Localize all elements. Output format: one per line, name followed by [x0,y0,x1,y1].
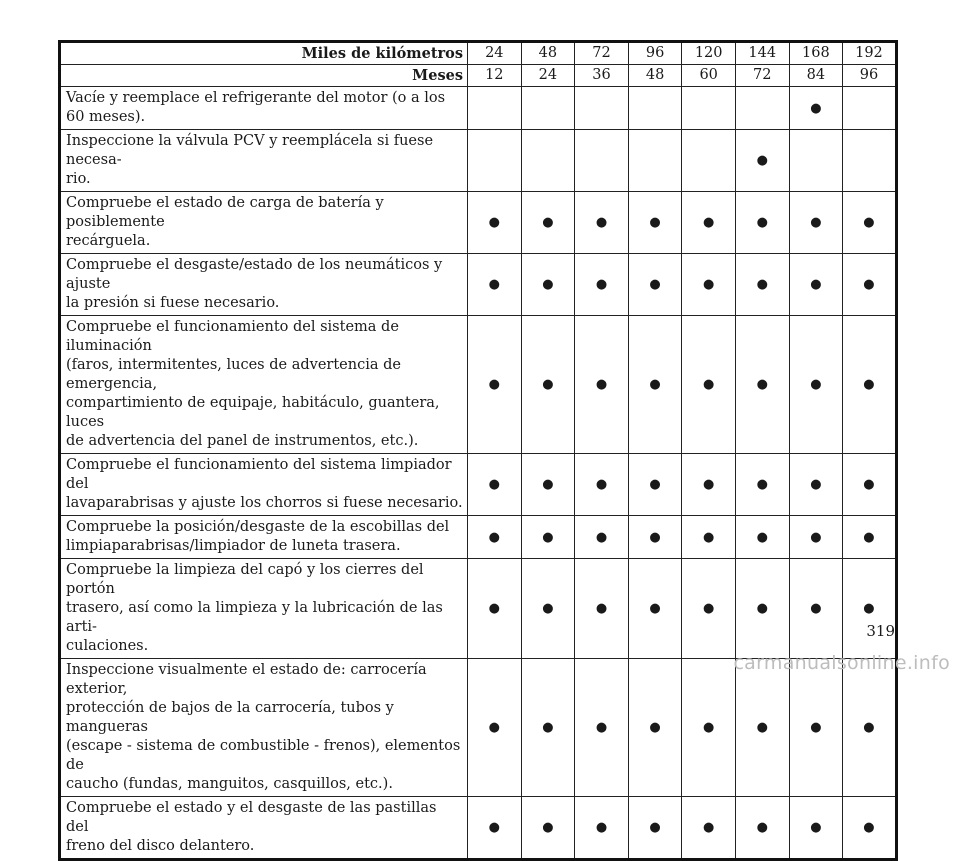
bullet-icon: ● [649,601,661,616]
table-row [60,87,897,130]
bullet-icon: ● [488,477,500,492]
interval-cell [843,87,897,130]
interval-cell [789,454,843,516]
bullet-icon: ● [542,477,554,492]
bullet-icon: ● [595,477,608,492]
task-description-line: Compruebe el funcionamiento del sistema de iluminación [66,319,399,354]
interval-cell [789,797,843,860]
interval-cell [843,559,897,659]
bullet-icon: ● [863,529,875,545]
bullet-icon: ● [756,477,768,492]
bullet-icon: ● [863,720,875,735]
bullet-icon: ● [595,277,608,292]
task-description [60,130,468,192]
bullet-icon: ● [649,820,661,835]
interval-cell [575,659,629,797]
interval-cell [575,192,629,254]
bullet-icon: ● [810,720,822,735]
interval-cell [789,516,843,559]
bullet-icon: ● [863,377,875,392]
interval-cell [628,130,682,192]
months-value: 72 [735,65,789,87]
bullet-icon: ● [488,277,500,292]
task-description-line: Inspeccione la válvula PCV y reemplácela si fuese necesa- [66,133,434,168]
table-row [60,559,897,659]
table-row [60,130,897,192]
interval-cell [575,316,629,454]
interval-cell [628,797,682,860]
interval-cell [735,87,789,130]
interval-cell [789,254,843,316]
interval-cell [682,797,736,860]
interval-cell [843,130,897,192]
maintenance-schedule-table [58,40,898,861]
interval-cell [468,516,522,559]
interval-cell [682,254,736,316]
interval-cell [575,87,629,130]
bullet-icon: ● [756,153,768,168]
interval-cell [735,516,789,559]
bullet-icon: ● [810,377,822,392]
bullet-icon: ● [542,601,554,616]
task-description-line: la presión si fuese necesario. [66,295,280,311]
interval-cell [843,192,897,254]
bullet-icon: ● [756,377,768,392]
bullet-icon: ● [703,529,715,545]
task-description-line: protección de bajos de la carrocería, tubos y mangueras [66,700,394,735]
interval-cell [521,659,575,797]
bullet-icon: ● [703,601,715,616]
bullet-icon: ● [756,820,768,835]
interval-cell [575,130,629,192]
task-description-line: Compruebe el estado y el desgaste de las pastillas del [66,800,437,835]
interval-cell [575,454,629,516]
interval-cell [843,254,897,316]
bullet-icon: ● [703,820,715,835]
bullet-icon: ● [863,601,875,616]
bullet-icon: ● [595,820,608,835]
bullet-icon: ● [810,277,822,292]
bullet-icon: ● [595,720,608,735]
bullet-icon: ● [595,215,608,230]
interval-cell [843,516,897,559]
task-description-line: Compruebe el estado de carga de batería y posiblemente [66,195,384,230]
task-description-line: lavaparabrisas y ajuste los chorros si fuese necesario. [66,495,463,511]
bullet-icon: ● [863,477,875,492]
bullet-icon: ● [595,601,608,616]
bullet-icon: ● [542,377,554,392]
bullet-icon: ● [649,377,661,392]
schedule-body [60,42,897,860]
table-row [60,797,897,860]
interval-cell [468,454,522,516]
task-description-line: (escape - sistema de combustible - frenos), elementos de [66,738,461,773]
table-row [60,516,897,559]
task-description [60,659,468,797]
kilometers-value: 120 [682,42,736,65]
interval-cell [735,130,789,192]
interval-cell [682,454,736,516]
interval-cell [682,659,736,797]
interval-cell [735,254,789,316]
months-value: 24 [521,65,575,87]
interval-cell [468,192,522,254]
interval-cell [575,559,629,659]
bullet-icon: ● [488,377,500,392]
interval-cell [521,87,575,130]
bullet-icon: ● [595,377,608,392]
interval-cell [843,316,897,454]
task-description [60,254,468,316]
bullet-icon: ● [756,720,768,735]
task-description [60,454,468,516]
task-description-line: limpiaparabrisas/limpiador de luneta trasera. [66,538,401,554]
months-value: 60 [682,65,736,87]
interval-cell [735,192,789,254]
bullet-icon: ● [756,277,768,292]
bullet-icon: ● [810,601,822,616]
task-description-line: Compruebe la posición/desgaste de la escobillas del [66,519,450,535]
interval-cell [682,130,736,192]
bullet-icon: ● [810,820,822,835]
interval-cell [628,192,682,254]
bullet-icon: ● [649,477,661,492]
months-value: 84 [789,65,843,87]
task-description-line: Compruebe el funcionamiento del sistema limpiador del [66,457,452,492]
interval-cell [521,130,575,192]
header-row-months [60,65,897,87]
task-description-line: recárguela. [66,233,151,249]
interval-cell [521,316,575,454]
months-value: 36 [575,65,629,87]
interval-cell [521,454,575,516]
months-value: 96 [843,65,897,87]
task-description-line: Inspeccione visualmente el estado de: carrocería exterior, [66,662,427,697]
interval-cell [468,316,522,454]
bullet-icon: ● [756,529,768,545]
interval-cell [735,659,789,797]
bullet-icon: ● [756,215,768,230]
table-row [60,316,897,454]
task-description-line: compartimiento de equipaje, habitáculo, guantera, luces [66,395,440,430]
task-description-line: freno del disco delantero. [66,838,255,854]
watermark: carmanualsonline.info [733,652,950,674]
task-description-line: Vacíe y reemplace el refrigerante del motor (o a los [66,90,446,106]
interval-cell [682,559,736,659]
bullet-icon: ● [649,277,661,292]
kilometers-value: 192 [843,42,897,65]
kilometers-header-label: Miles de kilómetros [60,42,468,65]
bullet-icon: ● [488,529,500,545]
interval-cell [575,516,629,559]
task-description-line: culaciones. [66,638,149,654]
kilometers-value: 144 [735,42,789,65]
interval-cell [789,87,843,130]
task-description-line: de advertencia del panel de instrumentos, etc.). [66,433,419,449]
table-row [60,454,897,516]
interval-cell [735,797,789,860]
table-row [60,659,897,797]
task-description-line: 60 meses). [66,109,146,125]
bullet-icon: ● [542,720,554,735]
task-description [60,559,468,659]
bullet-icon: ● [488,720,500,735]
bullet-icon: ● [649,720,661,735]
interval-cell [521,254,575,316]
interval-cell [789,559,843,659]
bullet-icon: ● [542,277,554,292]
interval-cell [468,659,522,797]
interval-cell [789,192,843,254]
kilometers-value: 48 [521,42,575,65]
task-description [60,316,468,454]
interval-cell [682,87,736,130]
bullet-icon: ● [595,529,608,545]
interval-cell [628,516,682,559]
interval-cell [789,130,843,192]
task-description-line: Compruebe la limpieza del capó y los cierres del portón [66,562,424,597]
interval-cell [521,797,575,860]
task-description-line: trasero, así como la limpieza y la lubricación de las arti- [66,600,443,635]
task-description [60,797,468,860]
interval-cell [682,516,736,559]
bullet-icon: ● [863,277,875,292]
bullet-icon: ● [488,601,500,616]
interval-cell [843,797,897,860]
bullet-icon: ● [703,720,715,735]
months-header-label: Meses [60,65,468,87]
bullet-icon: ● [810,529,822,545]
interval-cell [468,254,522,316]
months-value: 12 [468,65,522,87]
interval-cell [521,559,575,659]
bullet-icon: ● [542,215,554,230]
interval-cell [628,254,682,316]
bullet-icon: ● [810,215,822,230]
interval-cell [575,254,629,316]
interval-cell [843,659,897,797]
interval-cell [468,87,522,130]
bullet-icon: ● [703,215,715,230]
interval-cell [735,559,789,659]
task-description [60,192,468,254]
bullet-icon: ● [649,215,661,230]
task-description [60,516,468,559]
kilometers-value: 24 [468,42,522,65]
interval-cell [735,454,789,516]
bullet-icon: ● [703,477,715,492]
task-description-line: rio. [66,171,91,187]
bullet-icon: ● [649,529,661,545]
table-row [60,254,897,316]
interval-cell [521,516,575,559]
interval-cell [468,559,522,659]
header-row-kilometers [60,42,897,65]
interval-cell [468,797,522,860]
bullet-icon: ● [863,215,875,230]
bullet-icon: ● [542,529,554,545]
interval-cell [468,130,522,192]
bullet-icon: ● [810,100,822,116]
bullet-icon: ● [542,820,554,835]
interval-cell [789,659,843,797]
interval-cell [789,316,843,454]
table-row [60,192,897,254]
interval-cell [521,192,575,254]
interval-cell [575,797,629,860]
interval-cell [628,659,682,797]
bullet-icon: ● [703,377,715,392]
interval-cell [628,559,682,659]
task-description-line: caucho (fundas, manguitos, casquillos, etc.). [66,776,393,792]
bullet-icon: ● [756,601,768,616]
kilometers-value: 96 [628,42,682,65]
kilometers-value: 72 [575,42,629,65]
interval-cell [843,454,897,516]
interval-cell [628,316,682,454]
bullet-icon: ● [488,820,500,835]
kilometers-value: 168 [789,42,843,65]
interval-cell [735,316,789,454]
months-value: 48 [628,65,682,87]
interval-cell [682,192,736,254]
task-description-line: Compruebe el desgaste/estado de los neumáticos y ajuste [66,257,443,292]
page-number: 319 [866,622,895,640]
interval-cell [628,454,682,516]
task-description-line: (faros, intermitentes, luces de advertencia de emergencia, [66,357,401,392]
bullet-icon: ● [863,820,875,835]
interval-cell [628,87,682,130]
bullet-icon: ● [810,477,822,492]
task-description [60,87,468,130]
bullet-icon: ● [488,215,500,230]
bullet-icon: ● [703,277,715,292]
interval-cell [682,316,736,454]
